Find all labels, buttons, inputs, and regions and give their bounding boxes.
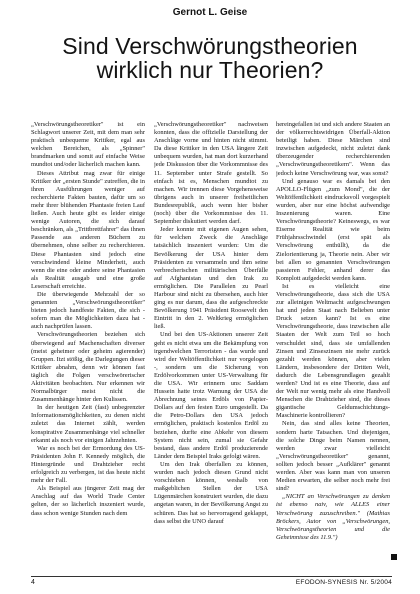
journal-issue: EFODON-SYNESIS Nr. 5/2004 — [295, 579, 392, 586]
paragraph: „Verschwörungstheoretiker" ist ein Schlagwort unserer Zeit, mit dem man sehr praktisch unbequeme Kritiker, egal aus welchen Bereichen, als „Spinner" brandmarken und somit auf einfache Weise mundtot und/oder lächerlich machen kann. — [31, 121, 145, 169]
paragraph: Und genauso war es damals bei den APOLLO-Flügen „zum Mond", die der Weltöffentlichkeit eindrucksvoll vorgespielt wurden, aber nur eine höchst aufwendige Inszenierung waren. Eine Verschwörungstheorie? Keineswegs, es war Eiserne Realität wie beim Frühjahrsschwindel (erst spät als Verschwörung enthüllt), da die Zielorientierung ja, Theorie nein. Aber wir bei allen so genannten Verschwörungen passieren Fehler, anhand derer das Komplott aufgedeckt werden kann. — [276, 177, 390, 282]
end-of-article-mark — [391, 554, 397, 560]
text-column-1 — [31, 121, 145, 561]
paragraph: Ist es vielleicht eine Verschwörungstheorie, dass sich die USA zur alleinigen Weltmacht aufgeschwungen hat und jeden Staat nach Belieben unter Druck setzen kann? Ist es eine Verschwörungstheorie, dass inzwischen alle Staaten der Welt zum Teil so hoch verschuldet sind, dass sie umfallenden Zinsen und Zinseszinsen nie mehr zurück gezahlt werden können, aber vielen Ländern, insbesondere der Dritten Welt, dadurch die Lebensgrundlagen gezahlt werden? Und ist es eine Theorie, dass auf der Welt nur wenig mehr als eine Handvoll Menschen die Drahtzieher sind, die dieses gigantische Geldumschichtungs-Maschinerie kontrollieren? — [276, 282, 390, 420]
paragraph: Um den Irak überfallen zu können, wurden nach jedoch diesen Grund nicht vorschieben können, weshalb von maßgeblichen Stellen der USA Lügenmärchen konstruiert wurden, die dazu angetan waren, in der Bevölkerung Angst zu schüren. Das hat so hervorragend geklappt, dass selbst die UNO darauf — [154, 460, 268, 525]
text-column-3 — [276, 121, 390, 561]
paragraph: Als Beispiel aus jüngerer Zeit mag der Anschlag auf das World Trade Center gelten, der so lächerlich inszeniert wurde, dass schon wenige Stunden nach dem — [31, 485, 145, 517]
paragraph: Nein, das sind alles keine Theorien, sondern harte Tatsachen. Und diejenigen, die solche Dinge beim Namen nennen, werden zwar vielleicht „Verschwörungstheoretiker" genannt, sollten jedoch besser „Aufklärer" genannt werden. Aber was kann man von unseren Medien erwarten, die selber noch mehr frei sind? — [276, 420, 390, 493]
title-line-1: Sind Verschwörungstheorien — [62, 33, 358, 59]
article-title — [0, 34, 420, 82]
paragraph: Die überwiegende Mehrzahl der so genannten „Verschwörungstheoretiker" bieten jedoch handfeste Fakten, die sich - sofern man die Möglichkeiten dazu hat - auch nachprüfen lassen. — [31, 290, 145, 331]
paragraph: War es noch bei der Ermordung des US-Präsidenten John F. Kennedy möglich, die Hintergründe und Drahtzieher recht erfolgreich zu verbergen, ist das heute nicht mehr der Fall. — [31, 444, 145, 485]
paragraph: hereingefallen ist und sich andere Staaten an der völkerrechtswidrigen Überfall-Aktion beteiligt haben. Diese Märchen sind inzwischen aufgedeckt, nicht zuletzt dank überzeugender recherchierenden „Verschwörungstheoretikern". Wenn das jedoch keine Verschwörung war, was sonst? — [276, 121, 390, 177]
paragraph: Verschwörungstheorien beziehen sich überwiegend auf Machenschaften diverser (meist geheimer oder geheim agierender) Gruppen. Itzt stößig, die Darlegungen dieser Kritiker abnahm, denn wir können fast täglich die Folgen verschwörerischer Aktivitäten beobachten. Nur erkennen wir Normalbürger meist nicht die Zusammenhänge hinter den Kulissen. — [31, 331, 145, 404]
paragraph: Dieses Attribut mag zwar für einige Kritiker der „ersten Stunde" zutreffen, die in ihren Ausführungen weniger auf recherchierte Fakten bauten, dafür um so mehr ihrer blühenden Phantasie freien Lauf ließen. Auch heute gibt es leider einige wenige Autoren, die sich darauf beschränken, als „Trittbrettfahrer" das ihnen Passende aus anderen Büchern zu übernehmen, ohne selber zu recherchieren. Diese Phantasten sind jedoch eine verschwindend kleine Minderheit, auch wenn die eine oder andere seine Phantasien als Realität ausgab und eine große Leserschaft erreichte. — [31, 169, 145, 290]
paragraph: „Verschwörungstheoretiker" nachweisen konnten, dass die offizielle Darstellung der Anschläge vorne und hinten nicht stimmt. Da diese Kritiker in den USA längere Zeit unbequem wurden, hat man dort kurzerhand jede Diskussion über die Vorkommnisse des 11. September unter Strafe gestellt. So einfach ist es, Menschen mundtot zu machen. Wir trennen diese Vorgehensweise übrigens auch in unserer freiheitlichen Bundesrepublik, auch wenn hier bisher (noch) über die Vorkommnisse des 11. September diskutiert werden darf. — [154, 121, 268, 226]
page-number: 4 — [31, 579, 35, 586]
paragraph: Und bei den US-Aktionen unserer Zeit geht es nicht etwa um die Bekämpfung von irgendwelchen Terroristen - das wurde und wird der Weltöffentlichkeit nur vorgelogen -, sondern um die Sicherung von Erdölvorkommen unter US-Verwaltung für die USA. Wir erinnern uns: Saddam Hussein hatte trotz Warnung der USA die Abrechnung seines Erdöls von Papier-Dollars auf den festen Euro umgestellt. Da die Petro-Dollars den USA jedoch ermöglichen, praktisch kostenlos Erdöl zu beziehen, durfte eine Abkehr von diesem System nicht sein, zumal sie Gefahr bestand, dass andere Erdöl produzierende Länder dem Beispiel Iraks gefolgt wären. — [154, 331, 268, 460]
author-name: Gernot L. Geise — [172, 7, 248, 18]
paragraph: In der heutigen Zeit (fast) unbegrenzter Informationsmöglichkeiten, zu denen nicht zuletzt das Internet zählt, werden konspirative Zusammenhänge viel schneller erkannt als noch vor einigen Jahrzehnten. — [31, 404, 145, 444]
text-column-2 — [154, 121, 268, 561]
title-line-2: wirklich nur Theorien? — [96, 57, 324, 83]
closing-quote: „NICHT an Verschwörungen zu denken ist ebenso naiv, wie ALLES einer Verschwörung zuzuschreiben." (Mathias Bröckers, Autor von „Verschwörungen, Verschwörungstheorien und die Geheimnisse des 11.9.") — [276, 493, 390, 541]
paragraph: Jeder konnte mit eigenen Augen sehen, für welchen Zweck die Anschläge tatsächlich inszeniert wurden: Um die Bevölkerung der USA hinter dem Präsidenten zu versammeln und ihm seine verbrecherischen militärischen Überfälle auf Afghanistan und den Irak zu ermöglichen. Die Parallelen zu Pearl Harbour sind nicht zu übersehen, auch hier ging es nur darum, dass die aufgeschreckte Bevölkerung 1941 Präsident Roosevelt den Eintritt in den 2. Weltkrieg ermöglichen ließ. — [154, 226, 268, 331]
footer-divider — [31, 576, 392, 577]
